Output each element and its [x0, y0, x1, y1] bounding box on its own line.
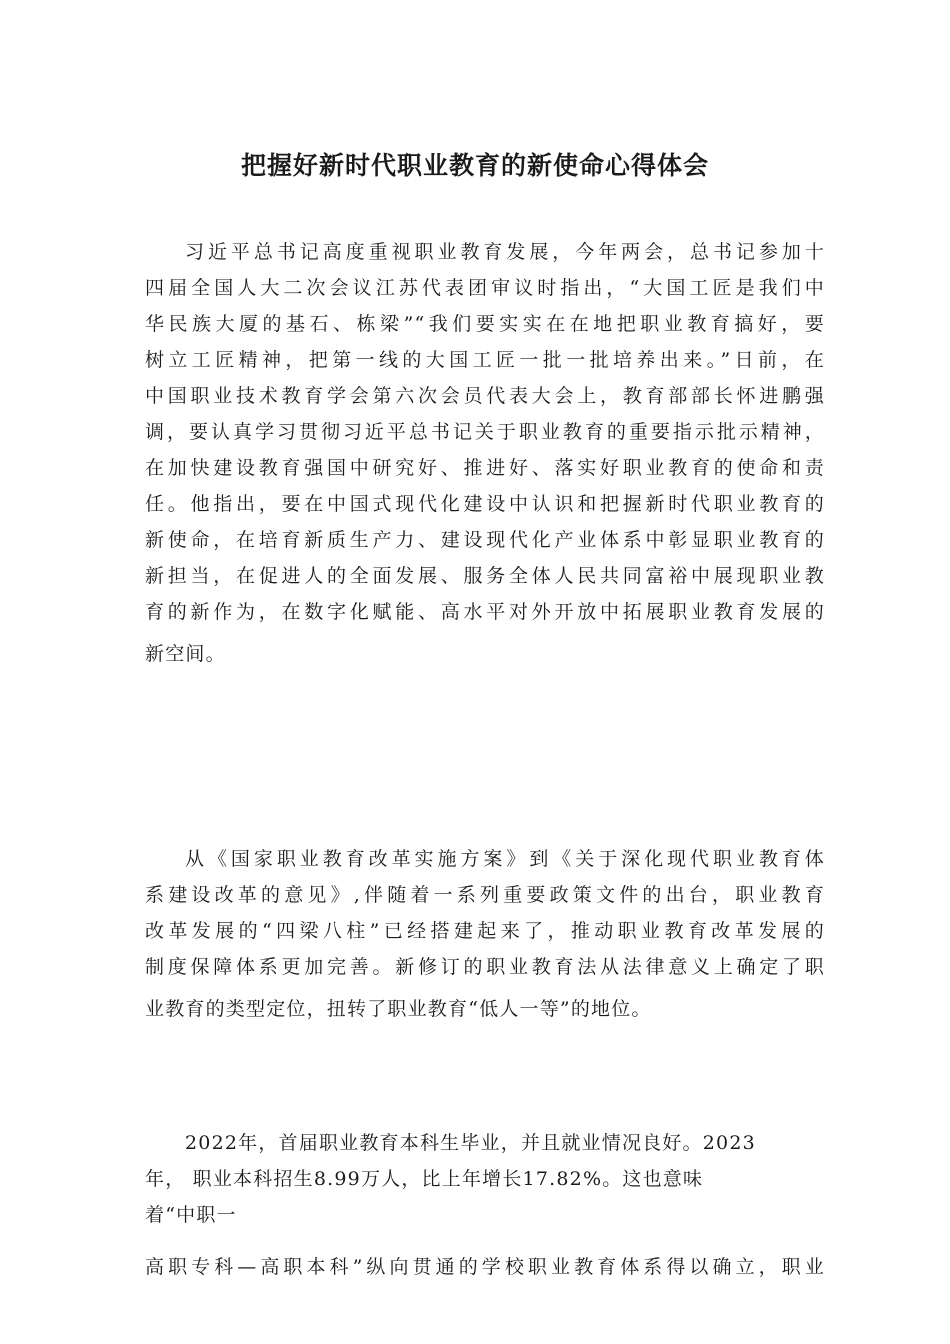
text-line: 四届全国人大二次会议江苏代表团审议时指出，“大国工匠是我们中: [145, 277, 825, 299]
text-line: 树立工匠精神，把第一线的大国工匠一批一批培养出来。”日前，在: [145, 349, 825, 371]
text-line: 年， 职业本科招生8.99万人，比上年增长17.82%。这也意味: [145, 1168, 704, 1190]
text-line: 新空间。: [145, 643, 226, 665]
text-line: 在加快建设教育强国中研究好、推进好、落实好职业教育的使命和责: [145, 457, 825, 479]
text-line: 业教育的类型定位，扭转了职业教育“低人一等”的地位。: [145, 998, 652, 1020]
text-line: 任。他指出，要在中国式现代化建设中认识和把握新时代职业教育的: [145, 493, 825, 515]
text-line: 习近平总书记高度重视职业教育发展，今年两会，总书记参加十: [185, 241, 825, 263]
text-line: 调，要认真学习贯彻习近平总书记关于职业教育的重要指示批示精神，: [145, 421, 825, 443]
paragraph-3: [145, 1125, 825, 1285]
text-line: 制度保障体系更加完善。新修订的职业教育法从法律意义上确定了职: [145, 956, 825, 978]
text-line: 育的新作为，在数字化赋能、高水平对外开放中拓展职业教育发展的: [145, 601, 825, 623]
text-line: 新使命，在培育新质生产力、建设现代化产业体系中彰显职业教育的: [145, 529, 825, 551]
document-title: 把握好新时代职业教育的新使命心得体会: [240, 151, 709, 180]
text-line: 着“中职一: [145, 1204, 237, 1226]
text-line: 系建设改革的意见》,伴随着一系列重要政策文件的出台，职业教育: [145, 884, 825, 906]
text-line: 中国职业技术教育学会第六次会员代表大会上，教育部部长怀进鹏强: [145, 385, 825, 407]
paragraph-2: [145, 841, 825, 1027]
text-line: 华民族大厦的基石、栋梁”“我们要实实在在地把职业教育搞好，要: [145, 313, 825, 335]
text-line: 从《国家职业教育改革实施方案》到《关于深化现代职业教育体: [185, 848, 825, 870]
text-line: 改革发展的“四梁八柱”已经搭建起来了，推动职业教育改革发展的: [145, 920, 825, 942]
paragraph-1: [145, 234, 825, 672]
text-line: 高职专科—高职本科”纵向贯通的学校职业教育体系得以确立，职业: [145, 1256, 825, 1278]
text-line: 新担当，在促进人的全面发展、服务全体人民共同富裕中展现职业教: [145, 565, 825, 587]
text-line: 2022年，首届职业教育本科生毕业，并且就业情况良好。2023: [185, 1132, 756, 1154]
